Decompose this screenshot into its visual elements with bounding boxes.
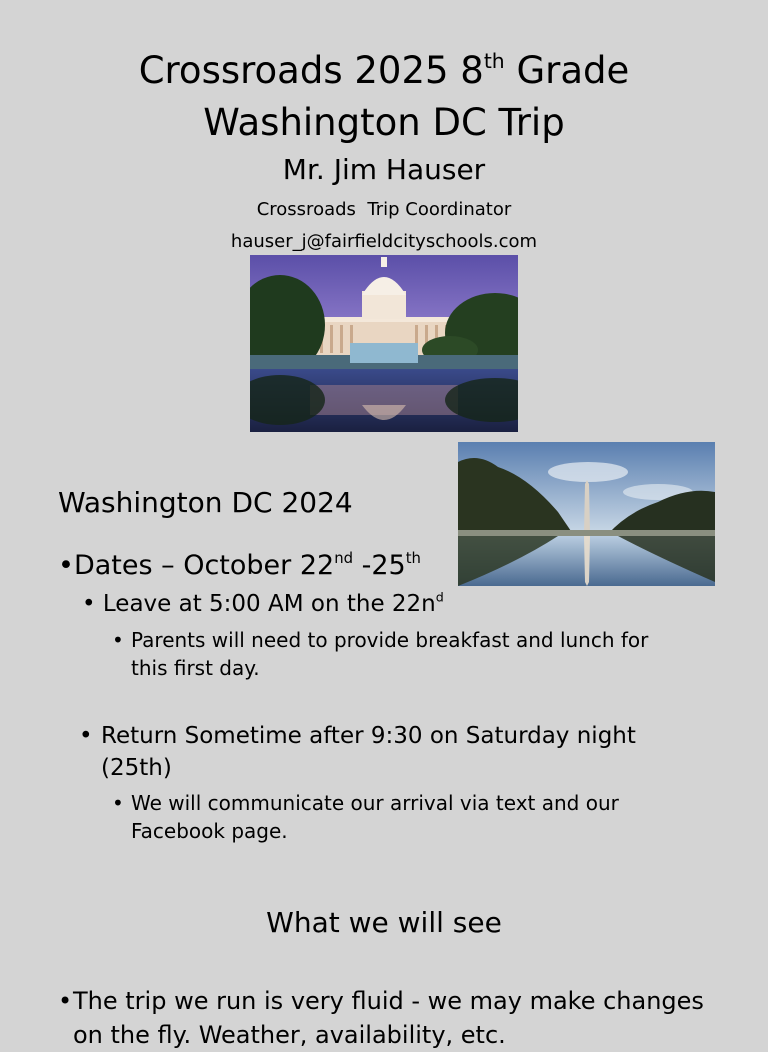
coordinator-email: hauser_j@fairfieldcityschools.com xyxy=(230,231,538,252)
dates-superscript-end: th xyxy=(405,548,421,567)
leave-superscript: d xyxy=(435,589,444,605)
dates-text: Dates – October 22 xyxy=(73,550,335,581)
bullet-marker: • xyxy=(58,987,73,1015)
parents-line-1: Parents will need to provide breakfast and lunch for xyxy=(131,628,649,652)
dates-text-mid: -25 xyxy=(353,550,406,581)
list-item-leave xyxy=(82,591,444,617)
bullet-marker: • xyxy=(112,628,124,652)
communicate-line-2: Facebook page. xyxy=(131,819,288,843)
bullet-marker: • xyxy=(79,723,93,749)
parents-line-2: this first day. xyxy=(131,656,260,680)
section-heading-washington-dc-2024: Washington DC 2024 xyxy=(58,486,353,519)
list-item-dates xyxy=(58,550,421,581)
coordinator-role: Crossroads Trip Coordinator xyxy=(256,199,512,220)
page-title-line2: Washington DC Trip xyxy=(203,101,565,144)
washington-monument-photo xyxy=(458,442,715,586)
fluid-line-2: on the fly. Weather, availability, etc. xyxy=(73,1021,506,1049)
coordinator-name: Mr. Jim Hauser xyxy=(282,153,486,186)
page-title xyxy=(0,45,768,97)
list-item-fluid xyxy=(58,984,738,1052)
communicate-line-1: We will communicate our arrival via text and our xyxy=(131,791,619,815)
bullet-marker: • xyxy=(82,591,96,617)
bullet-marker: • xyxy=(58,550,74,581)
bullet-marker: • xyxy=(112,791,124,815)
fluid-line-1: The trip we run is very fluid - we may make changes xyxy=(73,987,704,1015)
title-text-end: Grade xyxy=(504,49,630,92)
return-line-2: (25th) xyxy=(101,755,172,781)
return-line-1: Return Sometime after 9:30 on Saturday night xyxy=(101,723,636,749)
leave-text: Leave at 5:00 AM on the 22n xyxy=(102,591,436,617)
title-superscript: th xyxy=(483,48,505,73)
title-text: Crossroads 2025 8 xyxy=(138,49,484,92)
dates-superscript: nd xyxy=(334,548,354,567)
section-heading-what-we-will-see: What we will see xyxy=(266,906,502,939)
list-item-return xyxy=(79,720,719,784)
list-item-parents xyxy=(112,626,732,682)
capitol-photo xyxy=(250,255,518,432)
list-item-communicate xyxy=(112,789,732,845)
